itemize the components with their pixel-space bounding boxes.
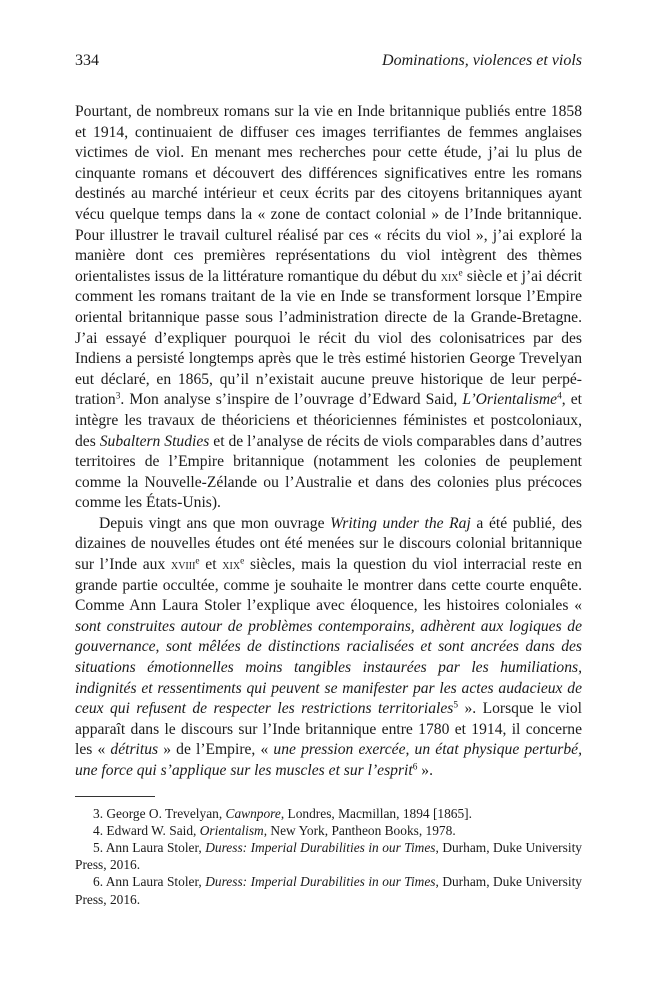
footnote-ref-3[interactable]: 3 [115,391,121,402]
text-run: , et intègre les travaux de théoriciens et théoriciennes féministes et postcoloniaux, des [75,391,582,450]
text-run: . Mon analyse s’inspire de l’ouvrage d’Edward Said, [120,391,463,409]
page-number: 334 [75,52,99,69]
footnote-divider [75,796,155,797]
century-numeral: xix [440,268,459,285]
text-run: siècle et j’ai décrit comment les romans traitant de la vie en Inde se transforment lorsque l’Empire oriental britannique passe sous l’administration directe de la Grande-Bretagne. J’ai essayé d’expliquer pourquoi le récit du viol des colonisatrices par des Indiens a persisté longtemps après que le très estimé historien George Trevelyan eut déclaré, en 1865, qu’il n’existait aucune preuve historique de leur perpétration [75,267,582,409]
footnote-4 [75,822,582,839]
text-run: a été publié, des dizaines de nouvelles études ont été menées sur le discours colonial britannique sur l’Inde aux [75,514,583,574]
text-run: ». Lorsque le viol apparaît dans le discours sur l’Inde britannique entre 1780 et 1914, il concerne les « [75,700,583,759]
footnote-title: Cawnpore [225,805,281,821]
century-numeral: xviii [170,557,196,574]
running-title: Dominations, violences et viols [382,52,582,69]
footnote-title: Orientalism [199,822,264,838]
footnote-6 [75,873,582,907]
quotation: une pression exercée, un état physique perturbé, une force qui s’applique sur les muscles et sur l’esprit [75,741,582,779]
footnote-text: 3. George O. Trevelyan, [93,805,226,821]
footnote-5 [75,839,582,873]
text-run: Depuis vingt ans que mon ouvrage [99,514,331,532]
superscript: e [195,556,200,567]
footnote-text: 6. Ann Laura Stoler, [93,874,206,890]
footnote-text: , Londres, Macmillan, 1894 [1865]. [280,805,472,821]
footnote-3 [75,805,582,822]
superscript: e [240,556,245,567]
paragraph-1 [75,102,582,514]
text-run: » de l’Empire, « [158,741,274,759]
body-text [75,102,582,782]
footnote-ref-4[interactable]: 4 [557,391,562,402]
footnote-text: , New York, Pantheon Books, 1978. [263,822,456,838]
text-run: Pourtant, de nombreux romans sur la vie en Inde britannique publiés entre 1858 et 1914, continuaient de diffuser ces images terrifiantes de femmes anglaises victimes de viol. En menant mes recherches pour cette étude, j’ai lu plus de cinquante romans et découvert des différences significatives entre les romans destinés au marché intérieur et ceux écrits par des citoyens britanniques ayant vécu quelque temps dans la « zone de contact colonial » de l’Inde britannique. Pour illustrer le travail culturel réalisé par ces « récits du viol », j’ai exploré la manière dont ces premières représentations du viol intègrent des thèmes orientalistes issus de la littérature romantique du début du [75,103,582,285]
superscript: e [458,268,463,279]
paragraph-2 [75,514,582,782]
book-title: Writing under the Raj [330,514,471,532]
footnote-ref-5[interactable]: 5 [453,700,459,711]
footnote-text: 4. Edward W. Said, [93,822,200,838]
text-run: et [199,556,223,574]
text-run: ». [417,762,433,779]
footnote-text: 5. Ann Laura Stoler, [93,840,206,855]
book-title: L’Orientalisme [462,391,558,409]
series-title: Subaltern Studies [99,432,210,450]
footnote-title: Duress: Imperial Durabilities in our Times [205,874,436,890]
book-page [75,52,582,908]
century-numeral: xix [222,557,241,574]
text-run: siècles, mais la question du viol interracial reste en grande partie occultée, comme je souhaite le montrer dans cette courte enquête. Comme Ann Laura Stoler l’explique avec éloquence, les histoires coloniales « [75,556,582,615]
footnotes [75,805,582,908]
running-header [75,52,582,76]
text-run: et de l’analyse de récits de viols comparables dans d’autres territoires de l’Empire britannique (notamment les colonies de peuplement comme la Nouvelle-Zélande ou l’Australie et dans des colonies plus précoces comme les États-Unis). [75,432,582,512]
footnote-text: , Durham, Duke University Press, 2016. [75,840,582,873]
footnote-text: , Durham, Duke University Press, 2016. [75,874,582,907]
footnote-title: Duress: Imperial Durabilities in our Times [205,840,436,855]
footnote-ref-6[interactable]: 6 [412,762,418,773]
quoted-term: détritus [110,741,159,759]
quotation: sont construites autour de problèmes contemporains, adhèrent aux logiques de gouvernance, sont mêlées de distinctions racialisées et sont ancrées dans des situations émotionnelles moins tangibles instaurées par les humiliations, indignités et ressentiments qui peuvent se manifester par les actes audacieux de ceux qui refusent de respecter les restrictions territoriales [75,617,582,718]
